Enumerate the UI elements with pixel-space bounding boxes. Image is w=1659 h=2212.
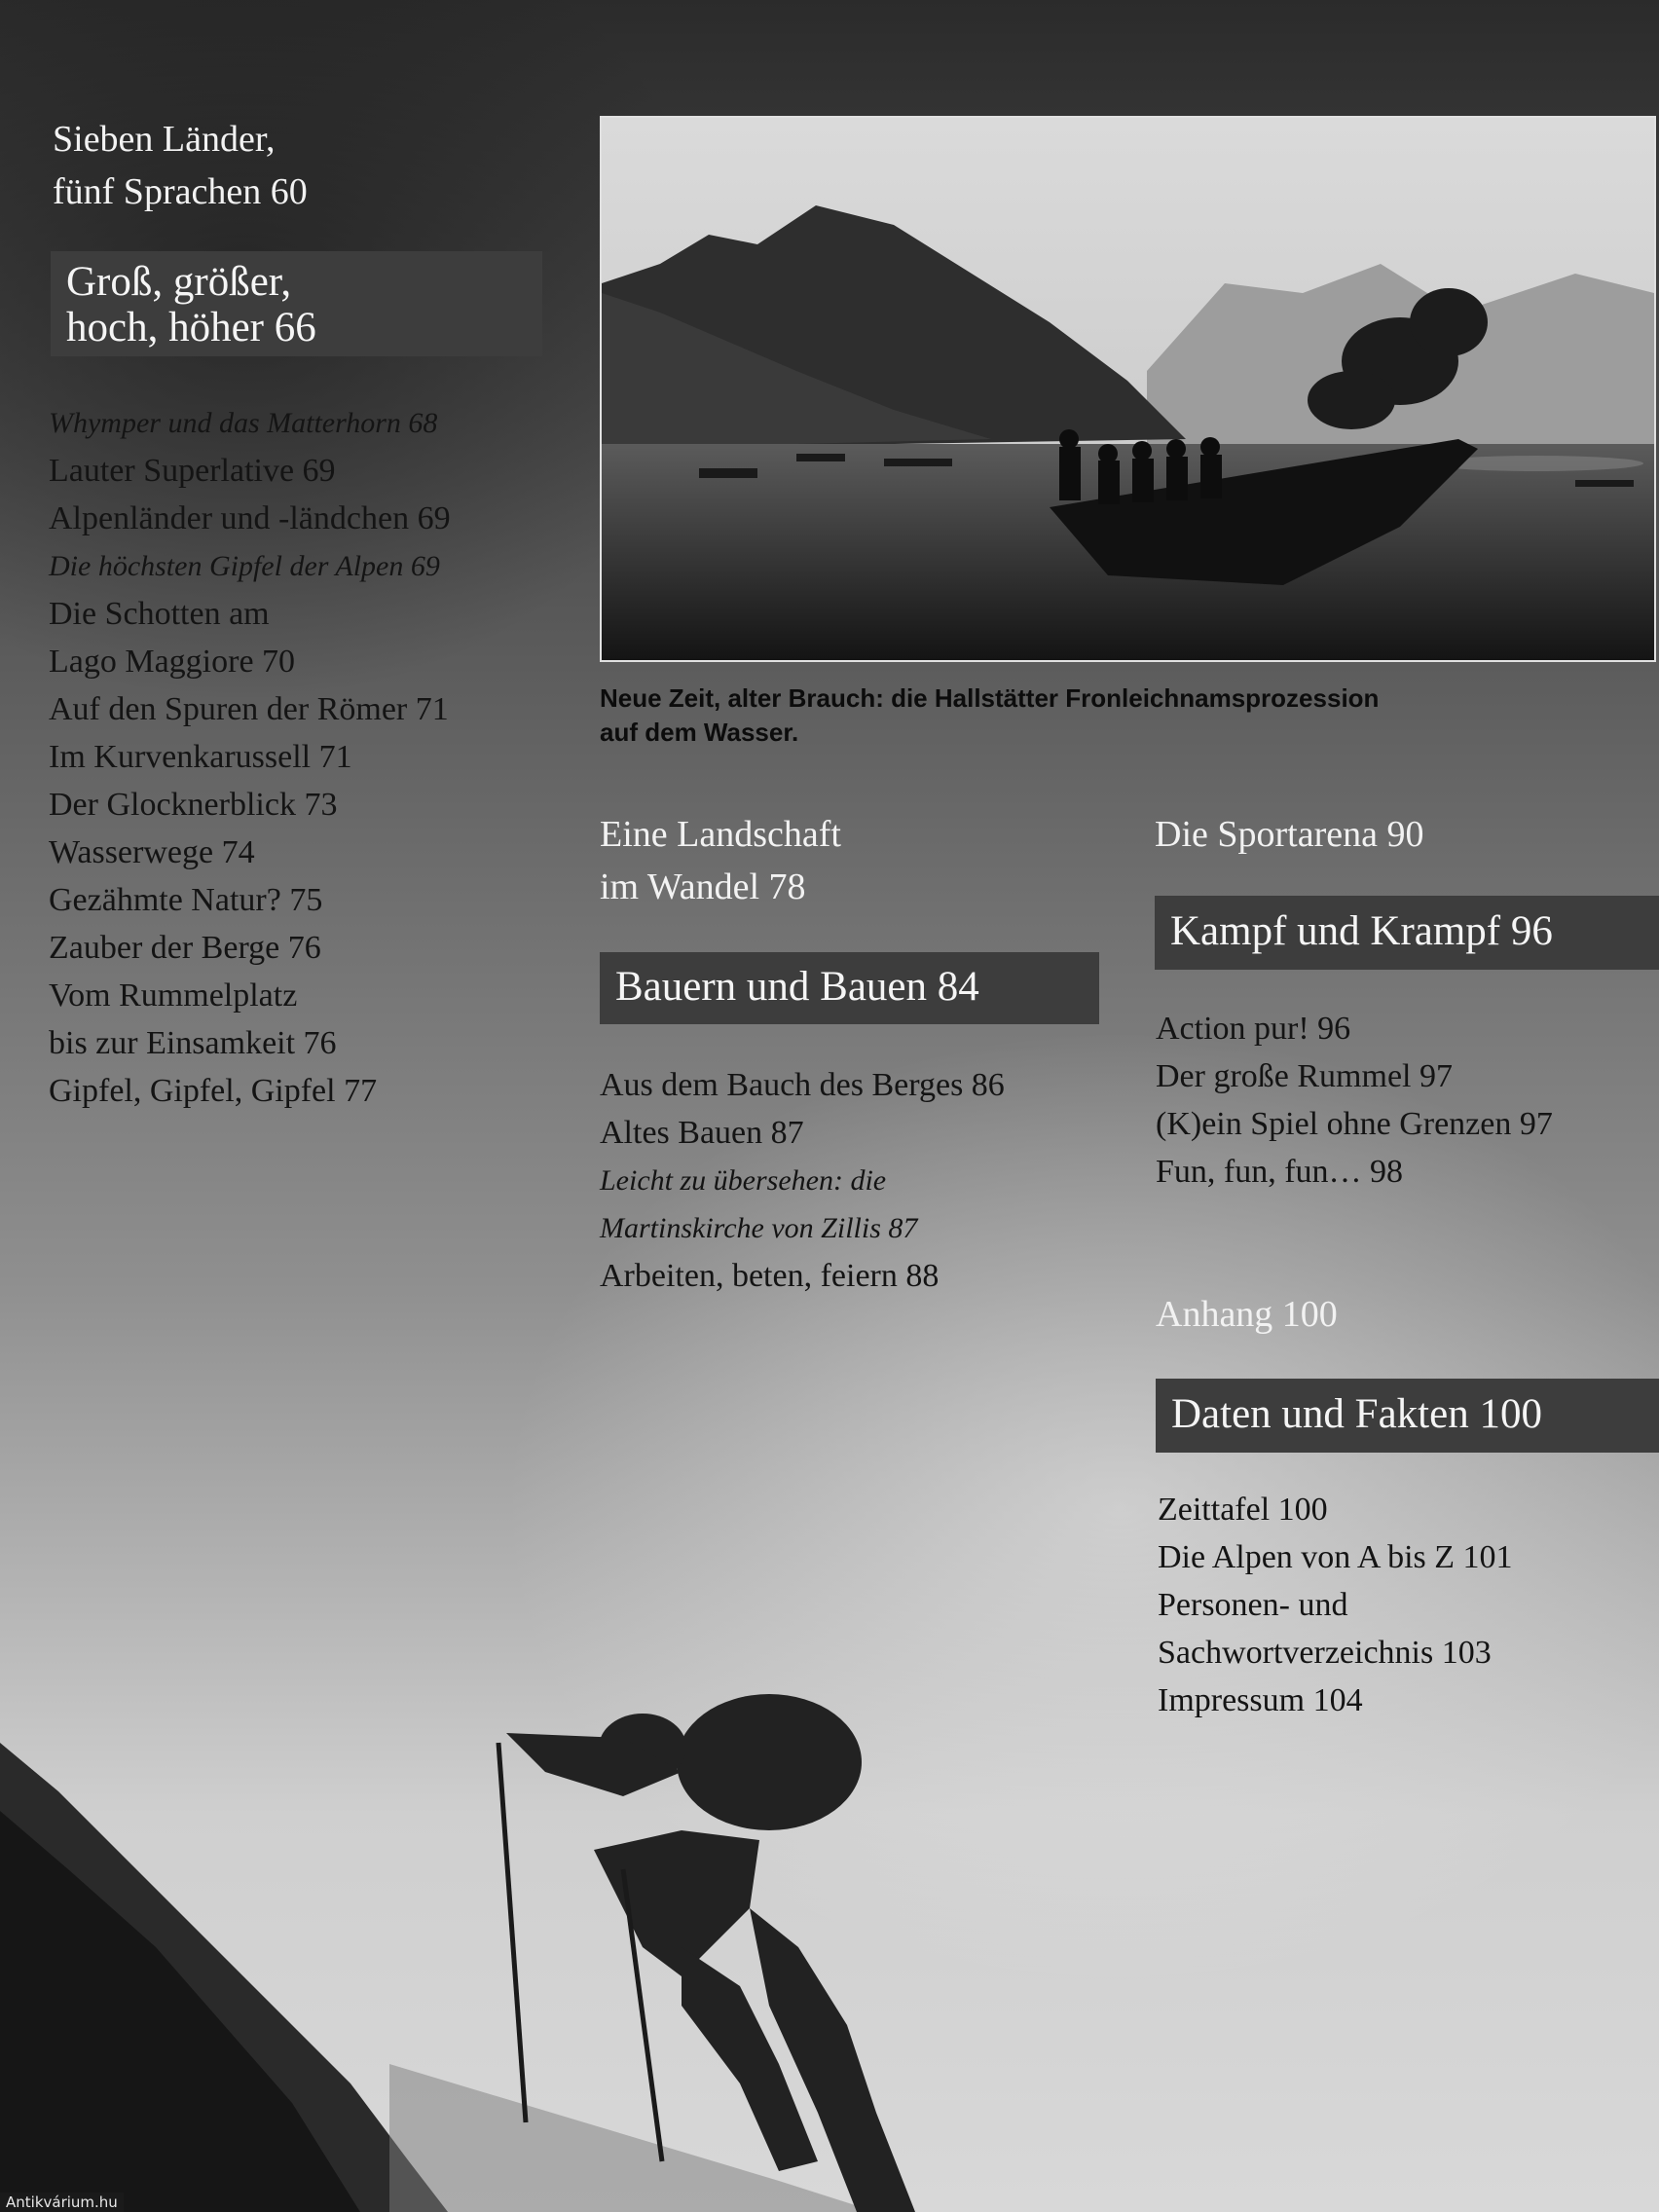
toc-item[interactable]: Whymper und das Matterhorn 68 [49, 407, 438, 439]
toc-item[interactable]: Arbeiten, beten, feiern 88 [600, 1258, 940, 1294]
rock-face [0, 1811, 360, 2212]
section-title-eine-landschaft [600, 808, 841, 913]
chapter-box-line: hoch, höher 66 [66, 305, 316, 350]
toc-item[interactable]: Altes Bauen 87 [600, 1115, 804, 1151]
section-title-sieben-laender [53, 113, 308, 218]
toc-item[interactable]: Vom Rummelplatz [49, 977, 298, 1014]
toc-item[interactable]: Gezähmte Natur? 75 [49, 882, 323, 918]
toc-item[interactable]: Action pur! 96 [1156, 1011, 1351, 1047]
toc-item[interactable]: Sachwortverzeichnis 103 [1158, 1635, 1492, 1671]
caption-line: Neue Zeit, alter Brauch: die Hallstätter Fronleichnamsprozession [600, 683, 1380, 713]
toc-item[interactable]: Der Glocknerblick 73 [49, 787, 338, 823]
section-title-line: fünf Sprachen 60 [53, 171, 308, 212]
toc-item[interactable]: Die Schotten am [49, 596, 270, 632]
toc-item[interactable]: Die Alpen von A bis Z 101 [1158, 1539, 1513, 1575]
photo-caption [600, 682, 1612, 750]
toc-list-middle [600, 1061, 1005, 1300]
chapter-box-line: Groß, größer, [66, 259, 292, 305]
section-title-line: Eine Landschaft [600, 814, 841, 855]
toc-item[interactable]: Zauber der Berge 76 [49, 930, 321, 966]
section-title-anhang: Anhang 100 [1156, 1294, 1338, 1335]
hallstatt-lake-photo [600, 116, 1656, 662]
toc-item[interactable]: Alpenländer und -ländchen 69 [49, 500, 451, 536]
ski-pole-left [498, 1743, 526, 2122]
section-title-sportarena: Die Sportarena 90 [1155, 814, 1424, 855]
mountaineer-silhouette [0, 1655, 1659, 2212]
toc-item[interactable]: (K)ein Spiel ohne Grenzen 97 [1156, 1106, 1553, 1142]
chapter-box-gross-groesser[interactable] [51, 251, 542, 356]
toc-item[interactable]: Auf den Spuren der Römer 71 [49, 691, 449, 727]
caption-line: auf dem Wasser. [600, 718, 799, 747]
toc-item[interactable]: Lago Maggiore 70 [49, 644, 296, 680]
toc-item[interactable]: Personen- und [1158, 1587, 1348, 1623]
toc-item[interactable]: Gipfel, Gipfel, Gipfel 77 [49, 1073, 378, 1109]
toc-item[interactable]: Aus dem Bauch des Berges 86 [600, 1067, 1005, 1103]
chapter-box-kampf-und-krampf[interactable]: Kampf und Krampf 96 [1155, 896, 1659, 970]
toc-item[interactable]: Zeittafel 100 [1158, 1492, 1328, 1528]
toc-item[interactable]: Fun, fun, fun… 98 [1156, 1154, 1404, 1190]
toc-item[interactable]: Wasserwege 74 [49, 834, 255, 870]
toc-item[interactable]: Impressum 104 [1158, 1682, 1363, 1718]
toc-item[interactable]: Die höchsten Gipfel der Alpen 69 [49, 550, 440, 582]
toc-item[interactable]: bis zur Einsamkeit 76 [49, 1025, 337, 1061]
toc-list-sport [1156, 1005, 1553, 1196]
toc-list-left [49, 399, 451, 1115]
toc-item[interactable]: Im Kurvenkarussell 71 [49, 739, 352, 775]
watermark: Antikvárium.hu [0, 2193, 124, 2212]
section-title-line: im Wandel 78 [600, 866, 806, 907]
section-title-line: Sieben Länder, [53, 119, 276, 160]
toc-item[interactable]: Martinskirche von Zillis 87 [600, 1212, 918, 1244]
toc-item[interactable]: Leicht zu übersehen: die [600, 1164, 887, 1197]
lake-procession-illustration [602, 118, 1654, 660]
chapter-box-daten-und-fakten[interactable]: Daten und Fakten 100 [1156, 1379, 1659, 1453]
chapter-box-bauern-und-bauen[interactable]: Bauern und Bauen 84 [600, 952, 1099, 1024]
toc-item[interactable]: Lauter Superlative 69 [49, 453, 336, 489]
toc-item[interactable]: Der große Rummel 97 [1156, 1058, 1453, 1094]
